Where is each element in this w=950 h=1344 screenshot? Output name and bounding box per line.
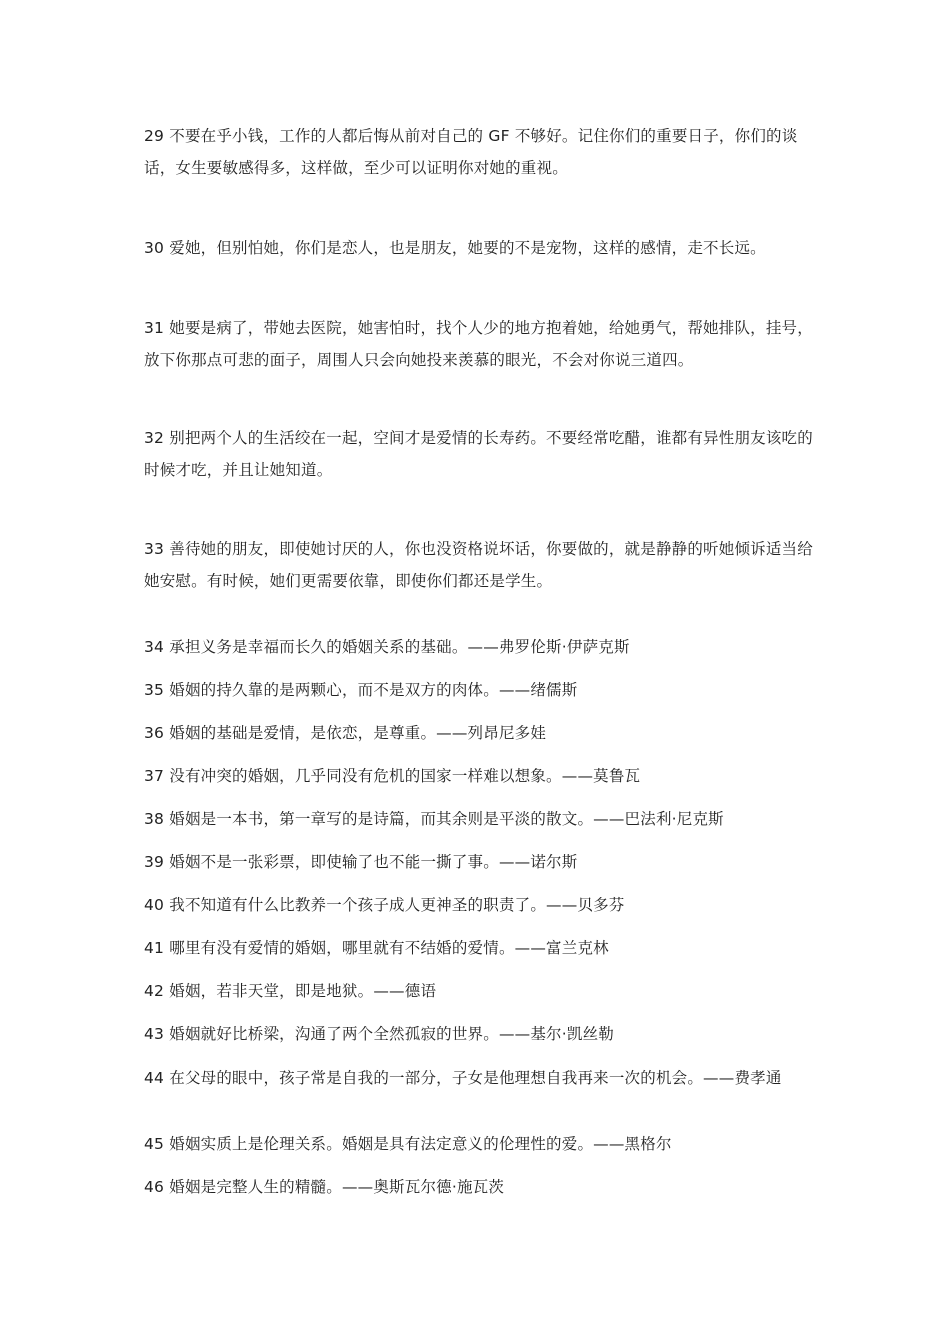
quote-46: 46 婚姻是完整人生的精髓。——奥斯瓦尔德·施瓦茨 (144, 1178, 505, 1196)
quote-38: 38 婚姻是一本书，第一章写的是诗篇，而其余则是平淡的散文。——巴法利·尼克斯 (144, 810, 724, 828)
paragraph-31: 31 她要是病了，带她去医院，她害怕时，找个人少的地方抱着她，给她勇气，帮她排队，挂号，放下你那点可悲的面子，周围人只会向她投来羡慕的眼光，不会对你说三道四。 (144, 319, 813, 369)
quote-40: 40 我不知道有什么比教养一个孩子成人更神圣的职责了。——贝多芬 (144, 896, 625, 914)
paragraph-30: 30 爱她，但别怕她，你们是恋人，也是朋友，她要的不是宠物，这样的感情，走不长远。 (144, 239, 766, 257)
quote-45: 45 婚姻实质上是伦理关系。婚姻是具有法定意义的伦理性的爱。——黑格尔 (144, 1135, 672, 1153)
quote-36: 36 婚姻的基础是爱情，是依恋，是尊重。——列昂尼多娃 (144, 724, 547, 742)
quote-43: 43 婚姻就好比桥梁，沟通了两个全然孤寂的世界。——基尔·凯丝勒 (144, 1025, 614, 1043)
paragraph-29: 29 不要在乎小钱，工作的人都后悔从前对自己的 GF 不够好。记住你们的重要日子，你们的谈话，女生要敏感得多，这样做，至少可以证明你对她的重视。 (144, 127, 798, 177)
paragraph-32: 32 别把两个人的生活绞在一起，空间才是爱情的长寿药。不要经常吃醋，谁都有异性朋友该吃的时候才吃，并且让她知道。 (144, 429, 813, 479)
quote-34: 34 承担义务是幸福而长久的婚姻关系的基础。——弗罗伦斯·伊萨克斯 (144, 638, 630, 656)
quote-35: 35 婚姻的持久靠的是两颗心，而不是双方的肉体。——绪儒斯 (144, 681, 578, 699)
paragraph-33: 33 善待她的朋友，即使她讨厌的人，你也没资格说坏话，你要做的，就是静静的听她倾诉适当给她安慰。有时候，她们更需要依靠，即使你们都还是学生。 (144, 540, 813, 590)
quote-37: 37 没有冲突的婚姻，几乎同没有危机的国家一样难以想象。——莫鲁瓦 (144, 767, 641, 785)
quote-41: 41 哪里有没有爱情的婚姻，哪里就有不结婚的爱情。——富兰克林 (144, 939, 609, 957)
quote-44: 44 在父母的眼中，孩子常是自我的一部分，子女是他理想自我再来一次的机会。——费孝通 (144, 1069, 782, 1087)
quote-39: 39 婚姻不是一张彩票，即使输了也不能一撕了事。——诺尔斯 (144, 853, 578, 871)
quote-42: 42 婚姻，若非天堂，即是地狱。——德语 (144, 982, 437, 1000)
